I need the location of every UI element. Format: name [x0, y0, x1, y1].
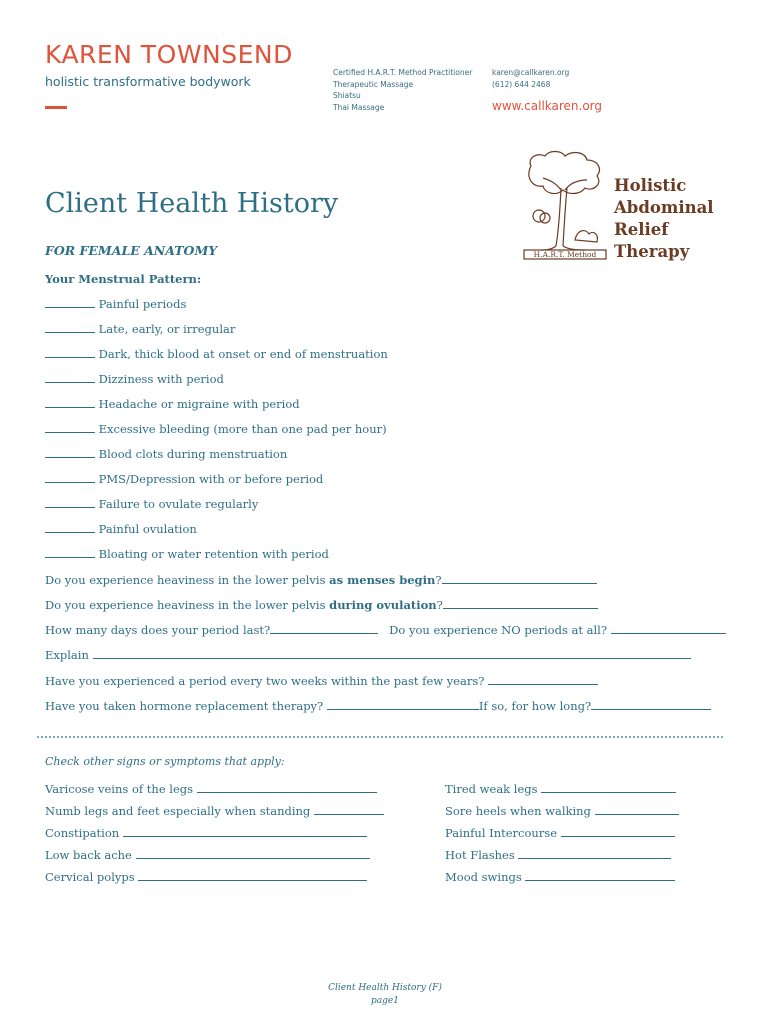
symptom-item: Varicose veins of the legs: [45, 782, 377, 796]
question-period-length: How many days does your period last? Do you experience NO periods at all?: [45, 623, 726, 637]
symptom-item: Low back ache: [45, 848, 370, 862]
answer-field[interactable]: [136, 849, 370, 859]
symptom-item: Mood swings: [445, 870, 675, 884]
brand-name: KAREN TOWNSEND: [45, 40, 293, 69]
hart-method-name: [614, 175, 714, 263]
question-menses-heaviness: Do you experience heaviness in the lower pelvis as menses begin?: [45, 573, 597, 587]
check-blank[interactable]: [45, 473, 95, 483]
answer-field[interactable]: [138, 871, 367, 881]
menstrual-item: Late, early, or irregular: [45, 322, 235, 336]
check-blank[interactable]: [45, 398, 95, 408]
menstrual-item: Failure to ovulate regularly: [45, 497, 258, 511]
hart-line: Therapy: [614, 242, 690, 261]
answer-field[interactable]: [443, 599, 598, 609]
check-blank[interactable]: [45, 298, 95, 308]
brand-accent-bar: [45, 106, 67, 109]
footer-doc-name: Client Health History (F): [328, 983, 442, 993]
menstrual-item: Headache or migraine with period: [45, 397, 300, 411]
menstrual-item: Painful periods: [45, 297, 186, 311]
check-blank[interactable]: [45, 498, 95, 508]
answer-field[interactable]: [488, 675, 598, 685]
answer-field[interactable]: [561, 827, 675, 837]
answer-field[interactable]: [93, 649, 691, 659]
question-biweekly-period: Have you experienced a period every two weeks within the past few years?: [45, 674, 598, 688]
symptom-item: Painful Intercourse: [445, 826, 675, 840]
service-item: Thai Massage: [333, 102, 385, 112]
check-blank[interactable]: [45, 348, 95, 358]
answer-field[interactable]: [123, 827, 367, 837]
page-number: page1: [371, 996, 399, 1006]
answer-field[interactable]: [442, 574, 597, 584]
menstrual-item: Blood clots during menstruation: [45, 447, 287, 461]
menstrual-item: PMS/Depression with or before period: [45, 472, 323, 486]
question-hormone-therapy: Have you taken hormone replacement therapy? If so, for how long?: [45, 699, 711, 713]
menstrual-item: Dark, thick blood at onset or end of menstruation: [45, 347, 388, 361]
check-blank[interactable]: [45, 373, 95, 383]
hart-line: Abdominal: [614, 198, 714, 217]
contact-info: [492, 67, 569, 90]
section-divider: [37, 736, 723, 738]
check-blank[interactable]: [45, 423, 95, 433]
menstrual-heading: Your Menstrual Pattern:: [45, 272, 202, 286]
answer-field[interactable]: [327, 700, 479, 710]
answer-field[interactable]: [525, 871, 675, 881]
answer-field[interactable]: [314, 805, 384, 815]
check-blank[interactable]: [45, 523, 95, 533]
symptom-item: Sore heels when walking: [445, 804, 679, 818]
website-link[interactable]: www.callkaren.org: [492, 99, 603, 113]
check-blank[interactable]: [45, 323, 95, 333]
symptom-item: Hot Flashes: [445, 848, 671, 862]
service-item: Certified H.A.R.T. Method Practitioner: [333, 68, 473, 77]
menstrual-item: Dizziness with period: [45, 372, 224, 386]
check-blank[interactable]: [45, 548, 95, 558]
symptom-item: Numb legs and feet especially when standing: [45, 804, 384, 818]
answer-field[interactable]: [518, 849, 671, 859]
tree-logo-icon: [523, 150, 607, 260]
page-title: Client Health History: [45, 188, 339, 219]
service-item: Therapeutic Massage: [333, 79, 414, 89]
email-text: karen@callkaren.org: [492, 68, 570, 77]
answer-field[interactable]: [611, 624, 726, 634]
menstrual-item: Excessive bleeding (more than one pad per hour): [45, 422, 387, 436]
page-subtitle: FOR FEMALE ANATOMY: [45, 243, 218, 258]
hart-line: Relief: [614, 220, 669, 239]
brand-tagline: holistic transformative bodywork: [45, 74, 251, 89]
hart-line: Holistic: [614, 176, 687, 195]
symptoms-heading: Check other signs or symptoms that apply:: [45, 755, 285, 768]
symptom-item: Constipation: [45, 826, 367, 840]
answer-field[interactable]: [197, 783, 377, 793]
symptom-item: Cervical polyps: [45, 870, 367, 884]
answer-field[interactable]: [541, 783, 676, 793]
menstrual-item: Bloating or water retention with period: [45, 547, 329, 561]
page-footer: [0, 982, 770, 1008]
menstrual-item: Painful ovulation: [45, 522, 197, 536]
service-item: Shiatsu: [333, 91, 361, 100]
logo-label: H.A.R.T. Method: [533, 250, 597, 259]
symptom-item: Tired weak legs: [445, 782, 676, 796]
question-ovulation-heaviness: Do you experience heaviness in the lower pelvis during ovulation?: [45, 598, 598, 612]
check-blank[interactable]: [45, 448, 95, 458]
answer-field[interactable]: [591, 700, 711, 710]
answer-field[interactable]: [595, 805, 679, 815]
answer-field[interactable]: [270, 624, 378, 634]
phone-text: (612) 644 2468: [492, 79, 551, 89]
services-list: [333, 67, 472, 113]
question-explain: Explain: [45, 648, 691, 662]
